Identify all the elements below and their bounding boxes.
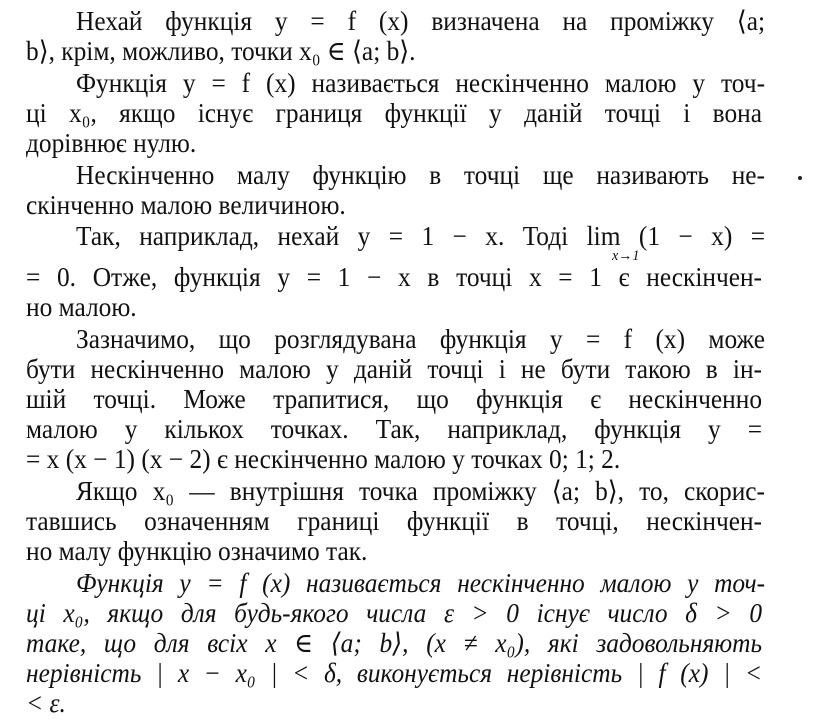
text-line: но малою. bbox=[26, 292, 137, 322]
definition-line: таке, що для всіх x ∈ ⟨a; b⟩, (x ≠ x₀), які задовольняють bbox=[26, 628, 763, 658]
text-line: Так, наприклад, нехай y = 1 − x. Тоді lim (1 − x) = bbox=[76, 221, 766, 251]
definition-line: < ε. bbox=[26, 688, 66, 718]
text-line: малою у кількох точках. Так, наприклад, функція y = bbox=[26, 414, 763, 444]
print-speck bbox=[798, 176, 802, 180]
definition-line: ці x₀, якщо для будь-якого числа ε > 0 існує число δ > 0 bbox=[26, 598, 763, 628]
text-line: = 0. Отже, функція y = 1 − x в точці x = 1 є нескінчен- bbox=[26, 262, 763, 292]
text-line: Нескінченно малу функцію в точці ще називають не- bbox=[76, 160, 766, 190]
text-line: бути нескінченно малою у даній точці і не бути такою в ін- bbox=[26, 354, 763, 384]
text-line: скінченно малою величиною. bbox=[26, 190, 346, 220]
text-line: ці x₀, якщо існує границя функції у даній точці і вона bbox=[26, 98, 763, 128]
limit-subscript: x→1 bbox=[612, 248, 640, 264]
text-line: дорівнює нулю. bbox=[26, 128, 197, 158]
text-line: Зазначимо, що розглядувана функція y = f (x) може bbox=[76, 324, 766, 354]
definition-line: Функція y = f (x) називається нескінченно малою у точ- bbox=[76, 568, 766, 598]
text-line: Якщо x₀ — внутрішня точка проміжку ⟨a; b⟩, то, скорис- bbox=[76, 476, 766, 506]
text-line: b⟩, крім, можливо, точки x₀ ∈ ⟨a; b⟩. bbox=[26, 36, 416, 66]
text-line: Функція y = f (x) називається нескінченно малою у точ- bbox=[76, 68, 766, 98]
text-line: = x (x − 1) (x − 2) є нескінченно малою у точках 0; 1; 2. bbox=[26, 444, 621, 474]
text-line: тавшись означенням границі функції в точці, нескінчен- bbox=[26, 506, 763, 536]
text-line: но малу функцію означимо так. bbox=[26, 536, 368, 566]
text-line: шій точці. Може трапитися, що функція є нескінченно bbox=[26, 384, 763, 414]
definition-line: нерівність | x − x₀ | < δ, виконується нерівність | f (x) | < bbox=[26, 658, 763, 688]
text-line: Нехай функція y = f (x) визначена на проміжку ⟨a; bbox=[76, 6, 766, 36]
